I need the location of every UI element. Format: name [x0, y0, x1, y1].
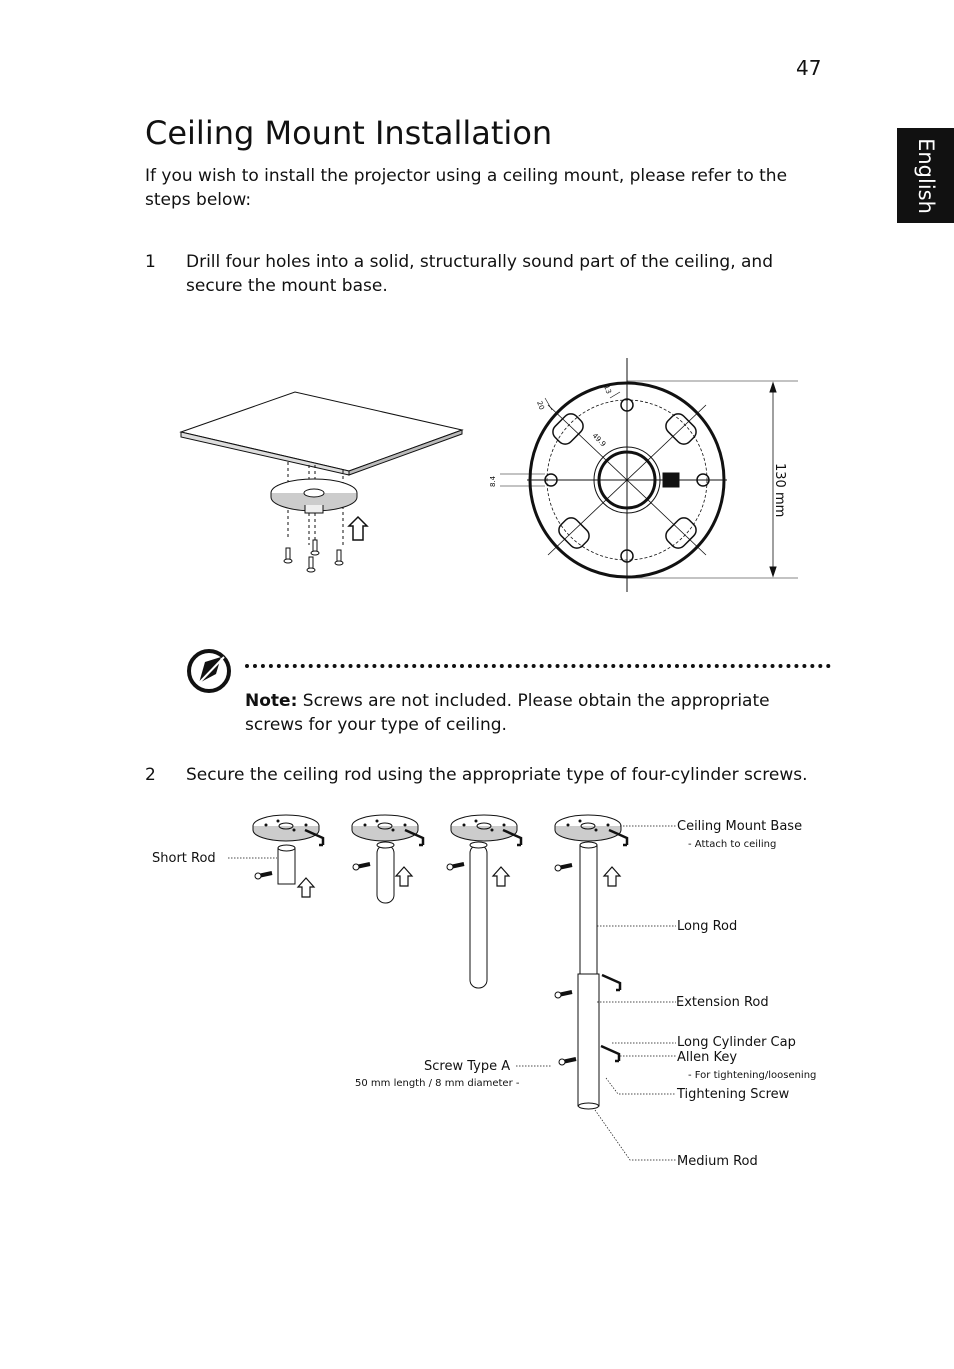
medium-rod-label: Medium Rod [677, 1154, 758, 1169]
allen-key-label: Allen Key [677, 1050, 738, 1065]
for-tightening-label: - For tightening/loosening [688, 1070, 817, 1081]
medium-rod-assembly [352, 815, 423, 903]
long-rod-label: Long Rod [677, 919, 738, 934]
mount-screws [284, 540, 343, 572]
dim-13-label: 13 [602, 383, 613, 396]
mount-base-top-view [500, 358, 798, 592]
note-label: Note: [245, 691, 298, 711]
ceiling-mount-base-label: Ceiling Mount Base [677, 819, 803, 834]
extension-rod-label: Extension Rod [676, 995, 769, 1010]
dim-20-label: 20 [535, 399, 546, 412]
screw-spec-label: 50 mm length / 8 mm diameter - [355, 1078, 520, 1089]
step-2-text: Secure the ceiling rod using the appropriate type of four-cylinder screws. [186, 765, 808, 785]
screw-type-a-label: Screw Type A [424, 1059, 511, 1074]
dim-height-label: 130 mm [772, 463, 787, 518]
step-1-text: Drill four holes into a solid, structurally sound part of the ceiling, and secure the mount base. [186, 252, 773, 296]
page-number: 47 [796, 56, 822, 80]
note-body: Screws are not included. Please obtain the appropriate screws for your type of ceiling. [245, 691, 770, 735]
note-text [245, 689, 805, 737]
short-rod-assembly [253, 815, 323, 897]
step-1-number: 1 [145, 252, 156, 272]
page-title: Ceiling Mount Installation [145, 114, 553, 152]
note-divider [245, 664, 831, 668]
mount-base-plate [271, 479, 357, 513]
short-rod-label: Short Rod [152, 851, 216, 866]
language-tab-label: English [913, 137, 938, 214]
attach-to-ceiling-label: - Attach to ceiling [688, 839, 777, 850]
dim-84-label: 8.4 [489, 475, 497, 487]
dim-49-label: 49.9 [590, 431, 608, 449]
ceiling-slab [181, 392, 462, 475]
long-rod-assembly [447, 815, 521, 988]
extended-rod-assembly [555, 815, 627, 1109]
intro-paragraph: If you wish to install the projector using a ceiling mount, please refer to the steps below: [145, 166, 788, 210]
language-tab [897, 128, 954, 223]
step-2-number: 2 [145, 765, 156, 785]
callout-leaders [228, 826, 676, 1160]
tightening-screw-label: Tightening Screw [677, 1087, 790, 1102]
long-cylinder-cap-label: Long Cylinder Cap [677, 1035, 796, 1050]
up-arrow-icon [349, 517, 367, 540]
drill-lines [288, 462, 343, 550]
